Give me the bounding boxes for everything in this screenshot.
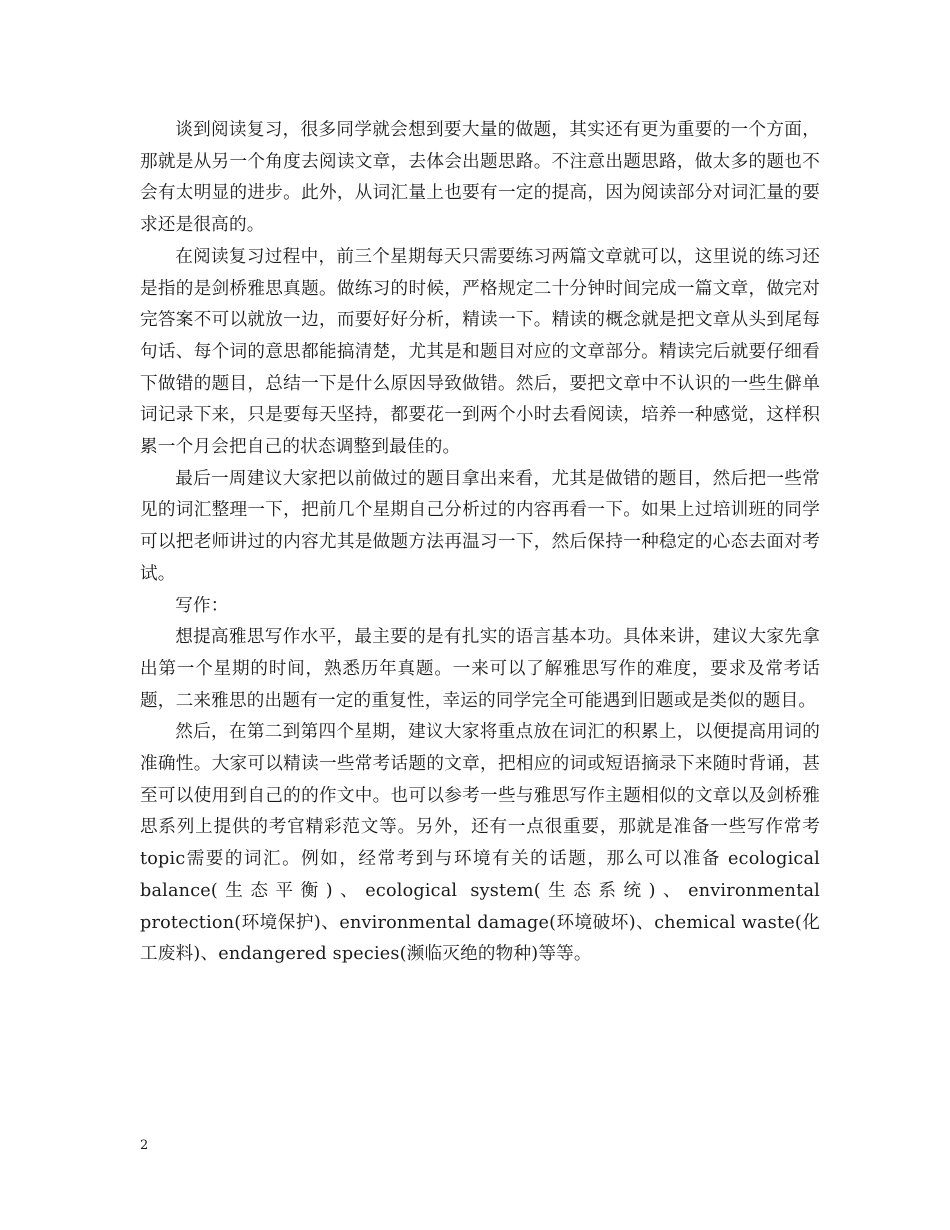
paragraph-reading-intro: 谈到阅读复习，很多同学就会想到要大量的做题，其实还有更为重要的一个方面，那就是从另一个角度去阅读文章，去体会出题思路。不注意出题思路，做太多的题也不会有太明显的进步。此外，从词汇量上也要有一定的提高，因为阅读部分对词汇量的要求还是很高的。 <box>140 120 820 236</box>
paragraph-writing-vocabulary: 然后，在第二到第四个星期，建议大家将重点放在词汇的积累上，以便提高用词的准确性。大家可以精读一些常考话题的文章，把相应的词或短语摘录下来随时背诵，甚至可以使用到自己的的作文中。也可以参考一些与雅思写作主题相似的文章以及剑桥雅思系列上提供的考官精彩范文等。另外，还有一点很重要，那就是准备一些写作常考topic需要的词汇。例如，经常考到与环境有关的话题，那么可以准备 ecological balance(生态平衡)、ecological system(生态系统)、environmental protection(环境保护)、environmental damage(环境破坏)、chemical waste(化工废料)、endangered species(濒临灭绝的物种)等等。 <box>140 722 820 965</box>
document-body <box>140 115 820 971</box>
paragraph-reading-process: 在阅读复习过程中，前三个星期每天只需要练习两篇文章就可以，这里说的练习还是指的是剑桥雅思真题。做练习的时候，严格规定二十分钟时间完成一篇文章，做完对完答案不可以就放一边，而要好好分析，精读一下。精读的概念就是把文章从头到尾每句话、每个词的意思都能搞清楚，尤其是和题目对应的文章部分。精读完后就要仔细看下做错的题目，总结一下是什么原因导致做错。然后，要把文章中不认识的一些生僻单词记录下来，只是要每天坚持，都要花一到两个小时去看阅读，培养一种感觉，这样积累一个月会把自己的状态调整到最佳的。 <box>140 246 820 458</box>
page-number: 2 <box>140 1138 149 1153</box>
section-heading-writing: 写作： <box>175 595 229 616</box>
paragraph-reading-final-week: 最后一周建议大家把以前做过的题目拿出来看，尤其是做错的题目，然后把一些常见的词汇整理一下，把前几个星期自己分析过的内容再看一下。如果上过培训班的同学可以把老师讲过的内容尤其是做题方法再温习一下，然后保持一种稳定的心态去面对考试。 <box>140 468 820 584</box>
paragraph-writing-basics: 想提高雅思写作水平，最主要的是有扎实的语言基本功。具体来讲，建议大家先拿出第一个星期的时间，熟悉历年真题。一来可以了解雅思写作的难度，要求及常考话题，二来雅思的出题有一定的重复性，幸运的同学完全可能遇到旧题或是类似的题目。 <box>140 627 820 711</box>
